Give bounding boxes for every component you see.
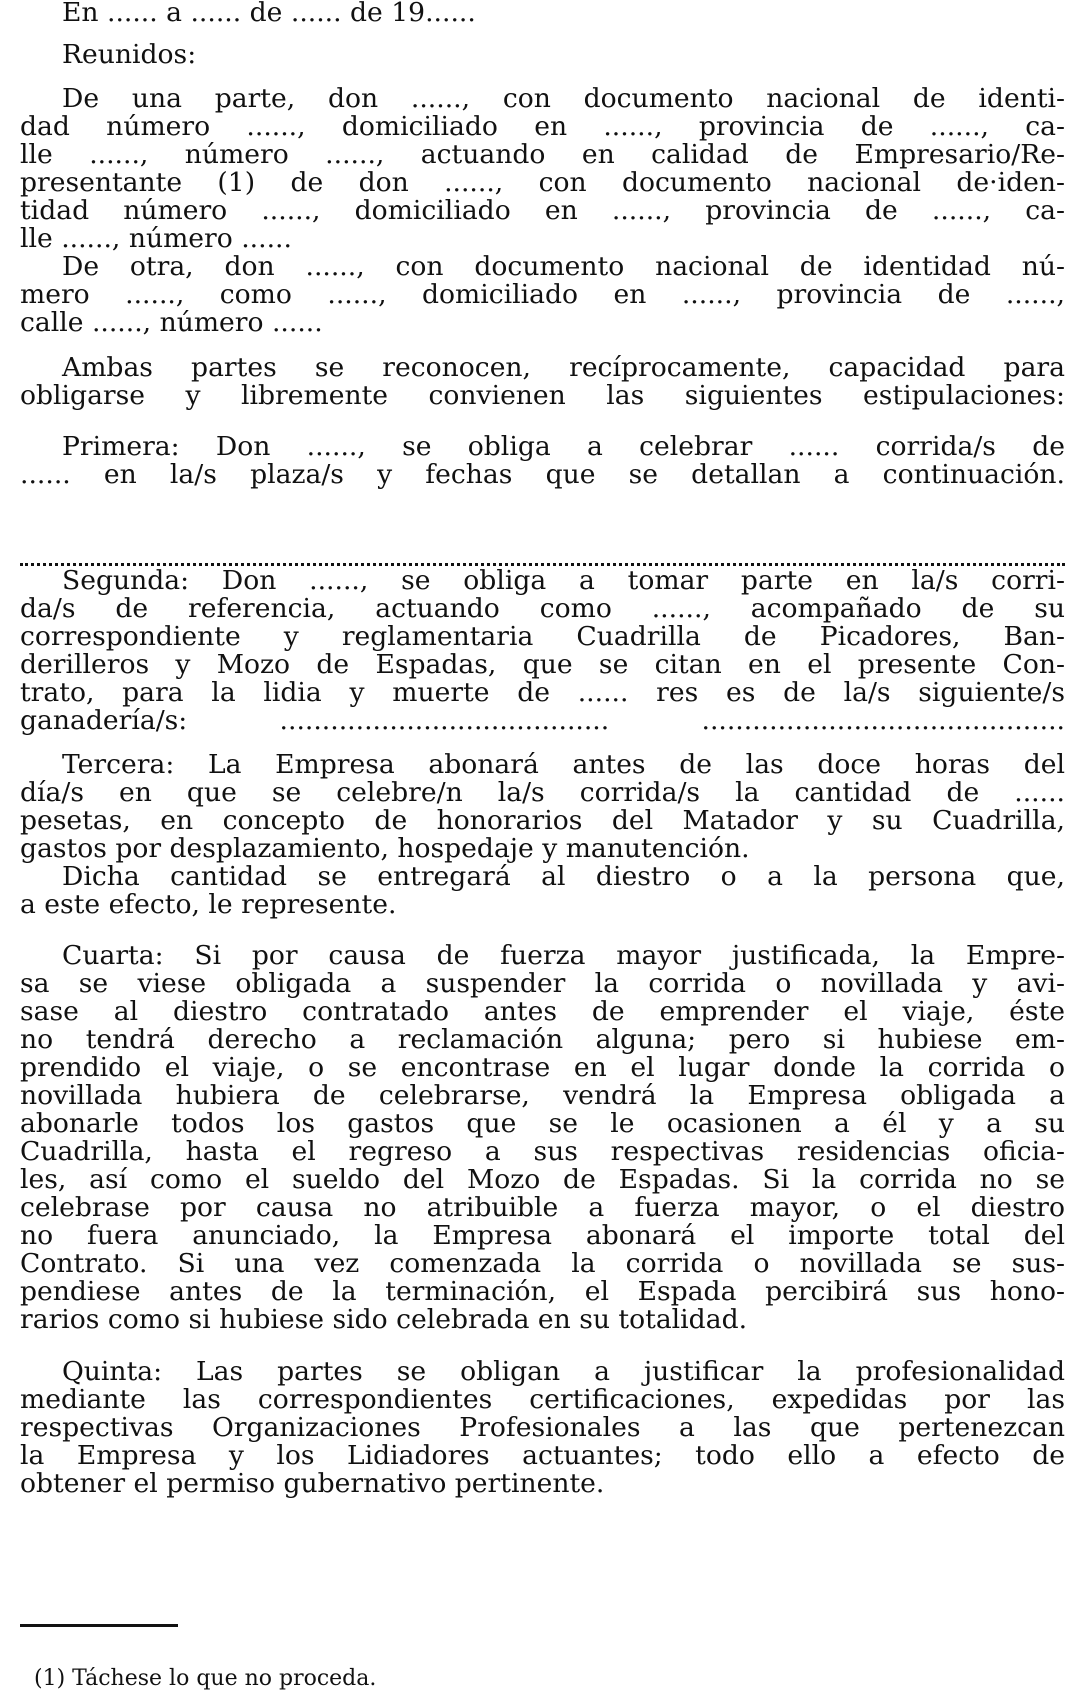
clause-tercera-line: día/s en que se celebre/n la/s corrida/s la cantidad de ...... (20, 777, 1065, 808)
clause-quinta-line: Quinta: Las partes se obligan a justificar la profesionalidad (62, 1356, 1065, 1387)
paragraph-line: Ambas partes se reconocen, recíprocamente, capacidad para (62, 352, 1065, 383)
clause-cuarta-line: rarios como si hubiese sido celebrada en su totalidad. (20, 1304, 748, 1335)
date-line: En ...... a ...... de ...... de 19...... (62, 0, 476, 28)
paragraph-line: mero ......, como ......, domiciliado en ......, provincia de ......, (20, 279, 1065, 310)
clause-quinta-line: mediante las correspondientes certificaciones, expedidas por las (20, 1384, 1065, 1415)
clause-tercera-line: Tercera: La Empresa abonará antes de las doce horas del (62, 749, 1065, 780)
clause-cuarta-line: sase al diestro contratado antes de emprender el viaje, éste (20, 996, 1065, 1027)
clause-segunda-line: correspondiente y reglamentaria Cuadrilla de Picadores, Ban- (20, 621, 1065, 652)
clause-segunda-line: derilleros y Mozo de Espadas, que se citan en el presente Con- (20, 649, 1065, 680)
clause-cuarta-line: pendiese antes de la terminación, el Espada percibirá sus hono- (20, 1276, 1065, 1307)
clause-quinta-line: la Empresa y los Lidiadores actuantes; todo ello a efecto de (20, 1440, 1065, 1471)
clause-segunda-line: da/s de referencia, actuando como ......, acompañado de su (20, 593, 1065, 624)
clause-primera-line: Primera: Don ......, se obliga a celebrar ...... corrida/s de (62, 431, 1065, 462)
clause-cuarta-line: Cuarta: Si por causa de fuerza mayor justificada, la Empre- (62, 940, 1065, 971)
clause-tercera-line: a este efecto, le represente. (20, 889, 397, 920)
clause-segunda-line: ganadería/s: ....................................... ........................................... (20, 705, 1065, 736)
clause-segunda-line: Segunda: Don ......, se obliga a tomar parte en la/s corri- (62, 565, 1065, 596)
paragraph-line: presentante (1) de don ......, con documento nacional de·iden- (20, 167, 1065, 198)
paragraph-line: obligarse y libremente convienen las siguientes estipulaciones: (20, 380, 1065, 411)
paragraph-line: dad número ......, domiciliado en ......, provincia de ......, ca- (20, 111, 1065, 142)
clause-cuarta-line: Contrato. Si una vez comenzada la corrida o novillada se sus- (20, 1248, 1065, 1279)
clause-cuarta-line: Cuadrilla, hasta el regreso a sus respectivas residencias oficia- (20, 1136, 1065, 1167)
paragraph-line: calle ......, número ...... (20, 307, 323, 338)
clause-quinta-line: obtener el permiso gubernativo pertinente. (20, 1468, 605, 1499)
reunidos-heading: Reunidos: (62, 39, 197, 70)
clause-quinta-line: respectivas Organizaciones Profesionales a las que pertenezcan (20, 1412, 1065, 1443)
clause-cuarta-line: sa se viese obligada a suspender la corrida o novillada y avi- (20, 968, 1065, 999)
footnote-rule (20, 1624, 178, 1627)
paragraph-line: tidad número ......, domiciliado en ......, provincia de ......, ca- (20, 195, 1065, 226)
footnote: (1) Táchese lo que no proceda. (34, 1666, 377, 1691)
clause-cuarta-line: abonarle todos los gastos que se le ocasionen a él y a su (20, 1108, 1065, 1139)
contract-page (20, 0, 1067, 1701)
clause-cuarta-line: prendido el viaje, o se encontrase en el lugar donde la corrida o (20, 1052, 1065, 1083)
clause-primera-line: ...... en la/s plaza/s y fechas que se detallan a continuación. (20, 459, 1065, 490)
clause-cuarta-line: no tendrá derecho a reclamación alguna; pero si hubiese em- (20, 1024, 1065, 1055)
paragraph-line: De otra, don ......, con documento nacional de identidad nú- (62, 251, 1065, 282)
clause-cuarta-line: no fuera anunciado, la Empresa abonará el importe total del (20, 1220, 1065, 1251)
clause-cuarta-line: les, así como el sueldo del Mozo de Espadas. Si la corrida no se (20, 1164, 1065, 1195)
clause-tercera-line: pesetas, en concepto de honorarios del Matador y su Cuadrilla, (20, 805, 1065, 836)
paragraph-line: lle ......, número ......, actuando en calidad de Empresario/Re- (20, 139, 1065, 170)
paragraph-line: De una parte, don ......, con documento nacional de identi- (62, 83, 1065, 114)
clause-cuarta-line: celebrase por causa no atribuible a fuerza mayor, o el diestro (20, 1192, 1065, 1223)
clause-tercera-line: Dicha cantidad se entregará al diestro o a la persona que, (62, 861, 1065, 892)
clause-tercera-line: gastos por desplazamiento, hospedaje y manutención. (20, 833, 750, 864)
clause-segunda-line: trato, para la lidia y muerte de ...... res es de la/s siguiente/s (20, 677, 1065, 708)
paragraph-line: lle ......, número ...... (20, 223, 292, 254)
clause-cuarta-line: novillada hubiera de celebrarse, vendrá la Empresa obligada a (20, 1080, 1065, 1111)
